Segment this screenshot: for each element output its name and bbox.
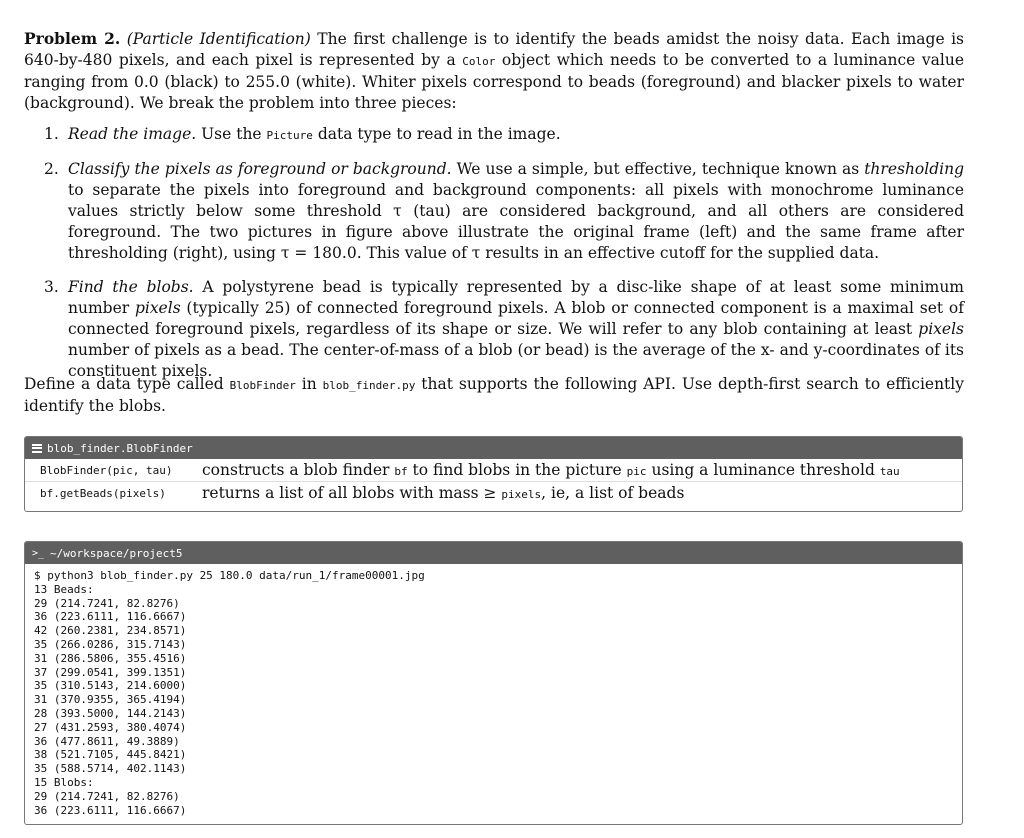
- api-desc-text: constructs a blob finder: [202, 461, 395, 479]
- picture-code: Picture: [266, 129, 313, 142]
- thresholding-term: thresholding: [864, 160, 965, 178]
- api-desc-text-3: using a luminance threshold: [646, 461, 880, 479]
- api-signature: BlobFinder(pic, tau): [40, 463, 173, 477]
- step-text-2: (typically 25) of connected foreground pixels. A blob or connected component is a maximal set of connected foreground pixels, regardless of its shape or size. We will refer to any blob containing at least: [68, 299, 964, 338]
- step-number: 3.: [44, 278, 59, 296]
- pixels-term-2: pixels: [918, 320, 964, 338]
- define-paragraph: [24, 374, 964, 417]
- api-description: [202, 461, 900, 479]
- step-title: Read the image.: [68, 125, 197, 143]
- terminal-prompt-icon: >_: [32, 547, 45, 559]
- api-signature: bf.getBeads(pixels): [40, 486, 166, 500]
- terminal-header: [25, 542, 962, 564]
- step-find-blobs: [24, 277, 964, 382]
- pixels-term: pixels: [134, 299, 181, 317]
- api-desc-text-2: , ie, a list of beads: [541, 484, 685, 502]
- api-desc-code-2: pic: [626, 465, 647, 478]
- file-name-code: blob_finder.py: [322, 379, 416, 392]
- api-table: [24, 436, 963, 512]
- api-row: [25, 482, 962, 504]
- api-table-header: [25, 437, 962, 459]
- problem-subtitle: (Particle Identification): [126, 30, 311, 48]
- step-number: 2.: [44, 160, 59, 178]
- api-desc-code: bf: [394, 465, 408, 478]
- api-table-title: blob_finder.BlobFinder: [47, 441, 193, 455]
- step-text-3: number of pixels as a bead. The center-of-mass of a blob (or bead) is the average of the x- and y-coordinates of its constituent pixels.: [68, 341, 964, 380]
- problem-statement: [24, 28, 964, 114]
- step-text-2: data type to read in the image.: [312, 125, 561, 143]
- color-code: Color: [462, 55, 496, 68]
- step-text: We use a simple, but effective, technique known as: [451, 160, 865, 178]
- step-text-2: to separate the pixels into foreground and background components: all pixels with monochrome luminance values strictly below some threshold τ (tau) are considered background, and all others are considered foreground. The two pictures in figure above illustrate the original frame (left) and the same frame after thresholding (right), using τ = 180.0. This value of τ results in an effective cutoff for the supplied data.: [68, 181, 964, 262]
- terminal-block: [24, 541, 963, 825]
- define-text-2: in: [295, 375, 323, 393]
- terminal-output: $ python3 blob_finder.py 25 180.0 data/run_1/frame00001.jpg 13 Beads: 29 (214.7241, 82.8276) 36 (223.6111, 116.6667) 42 (260.2381, 234.8571) 35 (266.0286, 315.7143) 31 (286.5806, 355.4516) 37 (299.0541, 399.1351) 35 (310.5143, 214.6000) 31 (370.9355, 365.4194) 28 (393.5000, 144.2143) 27 (431.2593, 380.4074) 36 (477.8611, 49.3889) 38 (521.7105, 445.8421) 35 (588.5714, 402.1143) 15 Blobs: 29 (214.7241, 82.8276) 36 (223.6111, 116.6667): [34, 569, 425, 817]
- api-description: [202, 484, 684, 502]
- list-icon: [32, 444, 42, 453]
- step-text: Use the: [196, 125, 267, 143]
- step-read-image: [24, 124, 964, 146]
- api-desc-code: pixels: [501, 488, 542, 501]
- type-name-code: BlobFinder: [229, 379, 296, 392]
- define-text: Define a data type called: [24, 375, 230, 393]
- steps-list: [24, 124, 964, 382]
- api-desc-text: returns a list of all blobs with mass ≥: [202, 484, 502, 502]
- problem-text-2: object which needs to be converted to a luminance value ranging from 0.0 (black) to 255.0 (white). Whiter pixels correspond to beads (foreground) and blacker pixels to water (background). We break the problem into three pieces:: [24, 51, 964, 112]
- api-desc-code-3: tau: [879, 465, 900, 478]
- problem-heading: Problem 2.: [24, 29, 121, 48]
- step-title: Classify the pixels as foreground or background.: [68, 160, 452, 178]
- api-desc-text-2: to find blobs in the picture: [407, 461, 627, 479]
- step-number: 1.: [44, 125, 59, 143]
- step-classify-pixels: [24, 159, 964, 264]
- step-text: A polystyrene bead is typically represented by a disc-like shape of at least some minimum number: [68, 278, 964, 317]
- api-row: [25, 459, 962, 482]
- terminal-title: ~/workspace/project5: [50, 546, 183, 560]
- step-title: Find the blobs.: [68, 278, 194, 296]
- define-text-3: that supports the following API. Use depth-first search to efficiently identify the blobs.: [24, 375, 964, 415]
- problem-text: The first challenge is to identify the beads amidst the noisy data. Each image is 640-by-480 pixels, and each pixel is represented by a: [24, 30, 965, 69]
